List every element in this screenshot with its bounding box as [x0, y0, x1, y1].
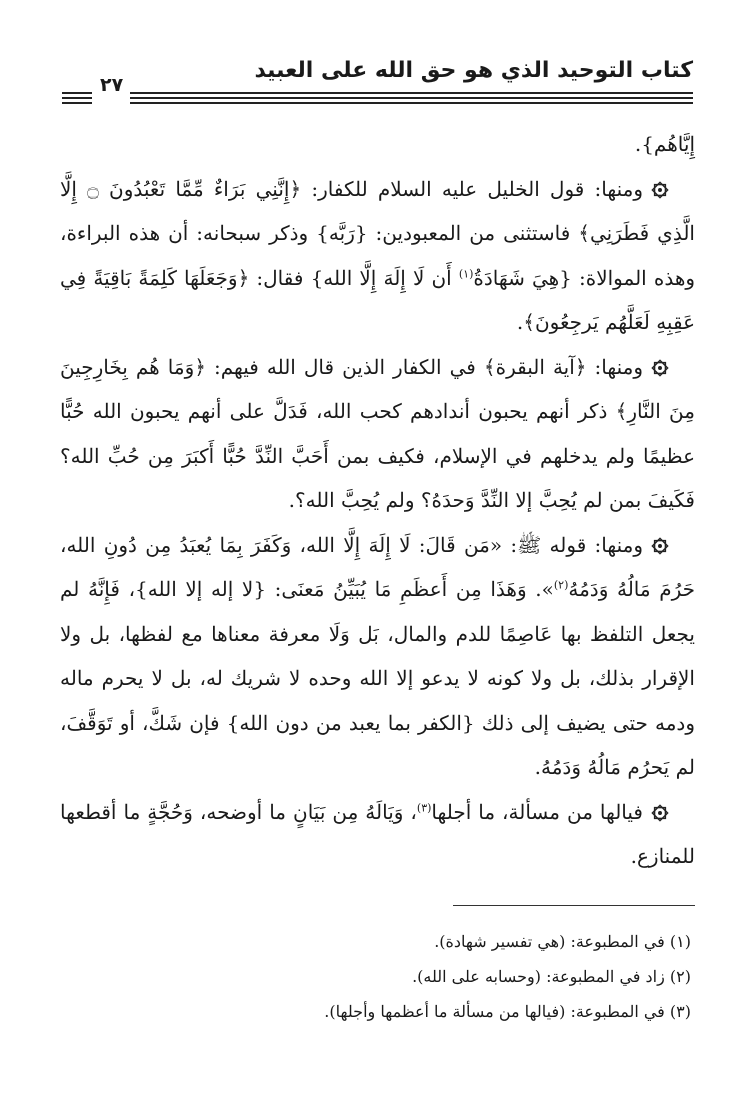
footnote-1: (١) في المطبوعة: (هي تفسير شهادة). — [434, 932, 691, 951]
footnote-ref-3[interactable]: (٣) — [416, 800, 432, 814]
footnote-ref-2[interactable]: (٢) — [553, 578, 569, 592]
octagram-ornament-icon — [651, 359, 669, 377]
footnote-2: (٢) زاد في المطبوعة: (وحسابه على الله). — [412, 967, 691, 986]
paragraph-5-text: فيالها من مسألة، ما أجلها — [431, 799, 643, 824]
footnote-3: (٣) في المطبوعة: (فيالها من مسألة ما أعظمها وأجلها). — [324, 1002, 691, 1021]
paragraph-4-text: ومنها: قوله ﷺ: «مَن قَالَ: لَا إِلَهَ إِلَّا الله، وَكَفَرَ بِمَا يُعبَدُ مِن دُونِ الله، حَرُمَ مَالُهُ وَدَمُهُ — [60, 532, 695, 601]
paragraph-1-text: إِيَّاهُم}. — [634, 132, 695, 156]
running-header-title: كتاب التوحيد الذي هو حق الله على العبيد — [254, 58, 693, 83]
page-number: ٢٧ — [100, 74, 124, 96]
main-text — [60, 122, 695, 879]
paragraph-3-text: ومنها: ﴿آية البقرة﴾ في الكفار الذين قال الله فيهم: ﴿وَمَا هُم بِخَارِجِينَ مِنَ النَّارِ﴾ ذكر أنهم يحبون أندادهم كحب الله، فَدَلَّ على أنهم يحبون الله حُبًّا عظيمًا ولم يدخلهم في الإسلام، فكيف بمن أَحَبَّ النِّدَّ حُبًّا أَكبَرَ مِن حُبِّ الله؟ فَكَيفَ بمن لم يُحِبَّ إلا النِّدَّ وَحدَهُ؟ ولم يُحِبَّ الله؟. — [60, 354, 695, 512]
octagram-ornament-icon — [651, 537, 669, 555]
paragraph-5-tail: ، وَيَالَهُ مِن بَيَانٍ ما أوضحه، وَحُجَّةٍ ما أقطعها للمنازع. — [60, 799, 695, 868]
paragraph-5 — [60, 790, 695, 879]
paragraph-1 — [60, 122, 695, 167]
header-rule — [130, 92, 693, 107]
footnotes — [60, 924, 691, 1029]
footnote-ref-1[interactable]: (١) — [458, 266, 474, 280]
octagram-ornament-icon — [651, 181, 669, 199]
paragraph-2 — [60, 167, 695, 345]
paragraph-2-text: ومنها: قول الخليل عليه السلام للكفار: ﴿إِنَّنِي بَرَاءٌ مِّمَّا تَعْبُدُونَ ۝ إِلَّا الَّذِي فَطَرَنِي﴾ فاستثنى من المعبودين: {رَبَّه} وذكر سبحانه: أن هذه البراءة، وهذه الموالاة: {هِيَ شَهَادَةُ — [60, 176, 696, 290]
paragraph-4 — [60, 523, 695, 790]
octagram-ornament-icon — [651, 804, 669, 822]
paragraph-2-tail: أَن لَا إِلَهَ إِلَّا الله} فقال: ﴿وَجَعَلَهَا كَلِمَةً بَاقِيَةً فِي عَقِبِهِ لَعَلَّهُم يَرجِعُونَ﴾. — [60, 265, 695, 334]
header-rule-short — [62, 92, 92, 107]
paragraph-3 — [60, 345, 695, 523]
footnote-separator — [453, 905, 695, 906]
paragraph-4-tail: ». وَهَذَا مِن أَعظَمِ مَا يُبَيِّنُ مَعنَى: {لا إله إلا الله}، فَإِنَّهُ لم يجعل التلفظ بها عَاصِمًا للدم والمال، بَل وَلَا معرفة معناها مع لفظها، بل ولا الإقرار بذلك، بل ولا كونه لا يدعو إلا الله وحده لا شريك له، بل لا يحرم ماله ودمه حتى يضيف إلى ذلك {الكفر بما يعبد من دون الله} فإن شَكَّ، أو تَوَقَّفَ، لم يَحرُم مَالُهُ وَدَمُهُ. — [60, 577, 695, 779]
